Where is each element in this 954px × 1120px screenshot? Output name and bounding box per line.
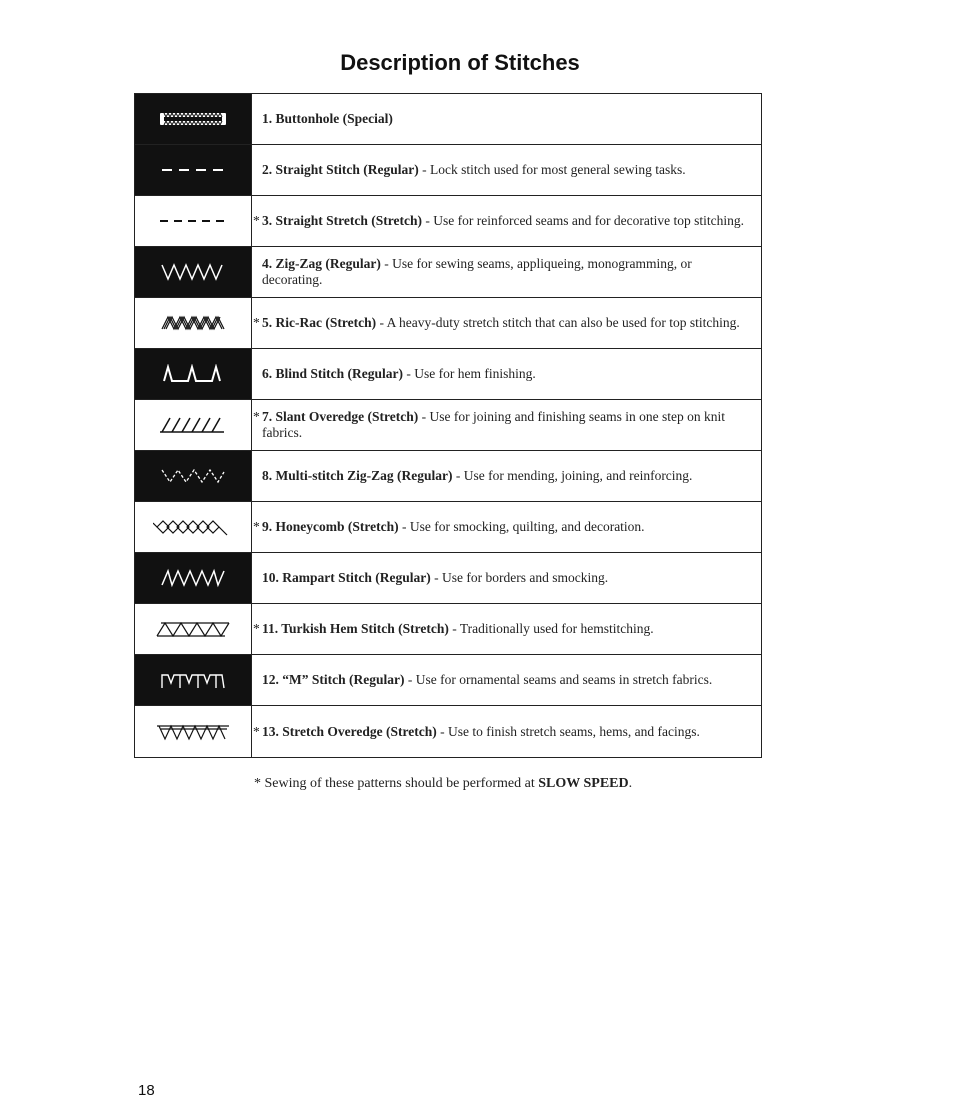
description-cell [252, 502, 761, 552]
description-cell [252, 553, 761, 603]
turkish-hem-icon [153, 619, 233, 639]
description-cell [252, 298, 761, 348]
description-cell [252, 94, 761, 144]
description-cell [252, 451, 761, 501]
stitch-description: - Use for ornamental seams and seams in stretch fabrics. [404, 672, 713, 687]
stitch-name: 13. Stretch Overedge (Stretch) [262, 723, 437, 739]
description-cell [252, 145, 761, 195]
table-row [135, 196, 761, 247]
footnote-suffix: . [628, 776, 633, 791]
table-row [135, 298, 761, 349]
straight-stitch-icon [158, 160, 228, 180]
description-cell [252, 706, 761, 757]
stitch-description: - Use for borders and smocking. [430, 570, 609, 585]
stitch-description: - Lock stitch used for most general sewing tasks. [418, 162, 686, 177]
stitch-description: - A heavy-duty stretch stitch that can also be used for top stitching. [376, 315, 740, 330]
icon-cell [135, 196, 252, 246]
table-row [135, 706, 761, 757]
stitch-name: 3. Straight Stretch (Stretch) [262, 213, 422, 228]
stitch-name: 8. Multi-stitch Zig-Zag (Regular) [262, 468, 453, 483]
stitch-description: - Use for hem finishing. [403, 366, 536, 381]
straight-stretch-icon [158, 211, 228, 231]
table-row [135, 451, 761, 502]
icon-cell [135, 298, 252, 348]
stitch-name: 5. Ric-Rac (Stretch) [262, 315, 377, 330]
stitch-name: 1. Buttonhole (Special) [262, 111, 393, 126]
slow-speed-marker: * [253, 723, 260, 739]
icon-cell [135, 655, 252, 705]
table-row [135, 553, 761, 604]
icon-cell [135, 94, 252, 144]
stitch-description: - Use for sewing seams, appliqueing, monogramming, or decorating. [262, 256, 692, 287]
stitch-name: 12. “M” Stitch (Regular) [262, 672, 405, 687]
slant-overedge-icon [158, 415, 228, 435]
icon-cell [135, 553, 252, 603]
icon-cell [135, 247, 252, 297]
description-cell [252, 247, 761, 297]
stitch-name: 11. Turkish Hem Stitch (Stretch) [262, 621, 449, 636]
slow-speed-marker: * [253, 519, 260, 534]
slow-speed-marker: * [253, 409, 260, 424]
stitch-table [134, 93, 762, 758]
stitch-description: - Use for reinforced seams and for decorative top stitching. [421, 213, 744, 228]
blind-stitch-icon [158, 364, 228, 384]
description-cell [252, 400, 761, 450]
rampart-icon [158, 568, 228, 588]
stitch-description: - Use for joining and finishing seams in one step on knit fabrics. [262, 409, 725, 440]
table-row [135, 604, 761, 655]
stitch-name: 7. Slant Overedge (Stretch) [262, 409, 419, 424]
stitch-description: - Use for mending, joining, and reinforcing. [452, 468, 693, 483]
table-row [135, 94, 761, 145]
table-row [135, 145, 761, 196]
icon-cell [135, 502, 252, 552]
page-number: 18 [138, 1082, 155, 1099]
footnote-emphasis: SLOW SPEED [538, 776, 629, 791]
table-row [135, 400, 761, 451]
icon-cell [135, 145, 252, 195]
page-title: Description of Stitches [340, 50, 580, 75]
zigzag-icon [158, 262, 228, 282]
table-row [135, 502, 761, 553]
stitch-name: 9. Honeycomb (Stretch) [262, 519, 399, 534]
stitch-description: - Traditionally used for hemstitching. [448, 621, 654, 636]
description-cell [252, 604, 761, 654]
table-row [135, 247, 761, 298]
stitch-name: 2. Straight Stitch (Regular) [262, 162, 419, 177]
slow-speed-marker: * [253, 621, 260, 636]
stitch-name: 6. Blind Stitch (Regular) [262, 366, 404, 381]
description-cell [252, 196, 761, 246]
ric-rac-icon [158, 313, 228, 333]
m-stitch-icon [158, 669, 228, 691]
description-cell [252, 349, 761, 399]
stitch-name: 4. Zig-Zag (Regular) [262, 256, 381, 271]
honeycomb-icon [153, 516, 233, 538]
table-row [135, 655, 761, 706]
description-cell [252, 655, 761, 705]
stitch-description: - Use for smocking, quilting, and decoration. [398, 519, 645, 534]
icon-cell [135, 451, 252, 501]
buttonhole-icon [158, 109, 228, 129]
multi-zigzag-icon [158, 466, 228, 486]
slow-speed-footnote [254, 776, 632, 792]
table-row [135, 349, 761, 400]
footnote-prefix: * Sewing of these patterns should be performed at [254, 776, 539, 791]
icon-cell [135, 349, 252, 399]
slow-speed-marker: * [253, 315, 260, 330]
icon-cell [135, 604, 252, 654]
icon-cell [135, 400, 252, 450]
stretch-overedge-icon [155, 721, 231, 743]
stitch-name: 10. Rampart Stitch (Regular) [262, 570, 431, 585]
stitch-description: - Use to finish stretch seams, hems, and facings. [436, 723, 700, 739]
slow-speed-marker: * [253, 213, 260, 228]
icon-cell [135, 706, 252, 757]
